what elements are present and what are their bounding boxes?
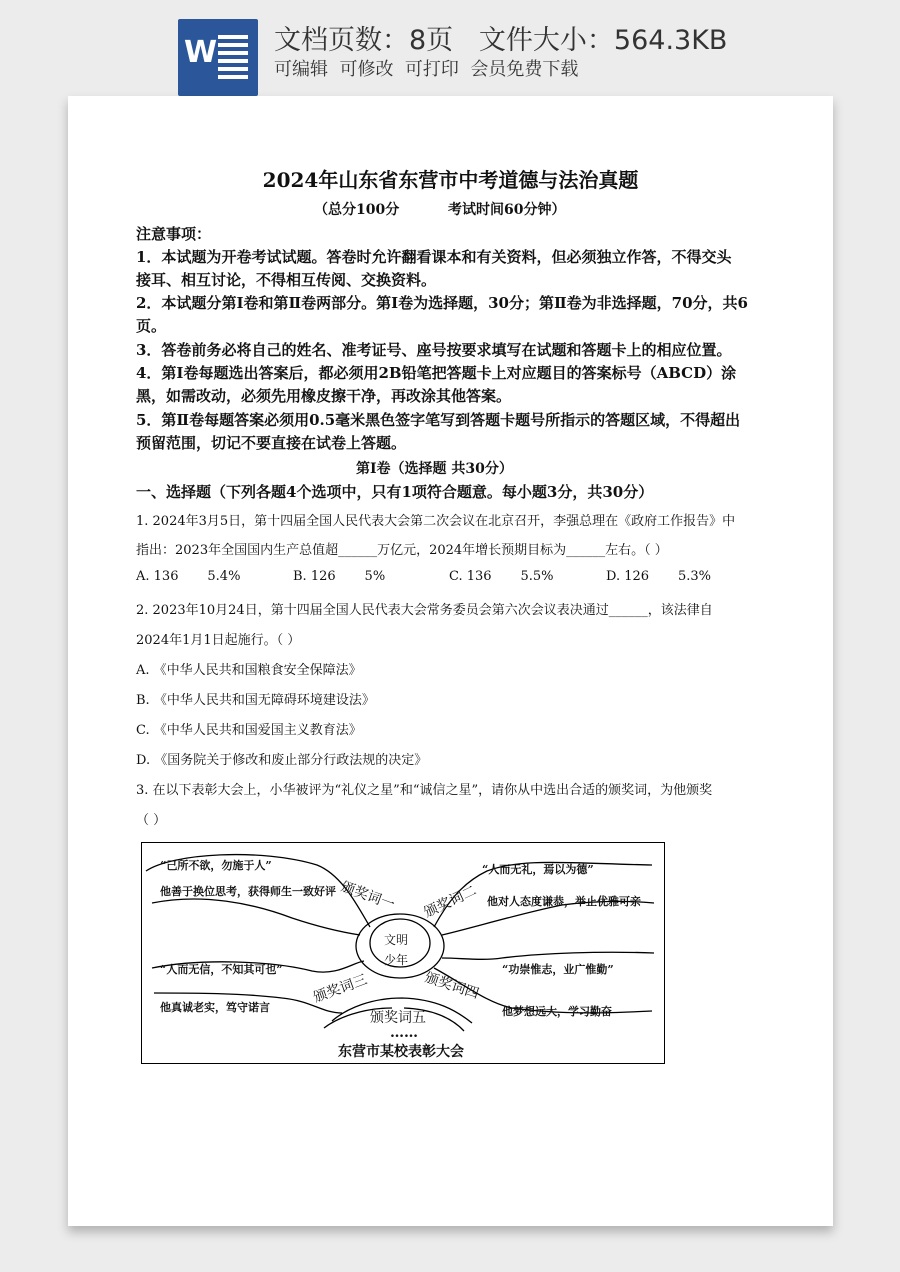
branch-3-text: 他真诚老实，笃守诺言	[160, 1001, 270, 1014]
question-1-line2: 指出：2023年全国国内生产总值超______万亿元，2024年增长预期目标为______左右。（ ）	[136, 543, 668, 558]
branch-3-label: 颁奖词三	[311, 971, 370, 1007]
question-1-line1: 1. 2024年3月5日，第十四届全国人民代表大会第二次会议在北京召开，李强总理在《政府工作报告》中	[136, 514, 736, 529]
notice-5a: 5．第Ⅱ卷每题答案必须用0.5毫米黑色签字笔写到答题卡题号所指示的答题区域，不得超出	[136, 411, 741, 429]
question-1-option-d: D. 126 5.3%	[606, 569, 711, 584]
notice-2b: 页。	[136, 317, 167, 335]
branch-5-label: 颁奖词五	[370, 1010, 426, 1026]
question-2-option-d: D. 《国务院关于修改和废止部分行政法规的决定》	[136, 753, 428, 768]
diagram-caption: 东营市某校表彰大会	[338, 1044, 464, 1060]
document-page	[68, 96, 833, 1226]
section1-heading: 一、选择题（下列各题4个选项中，只有1项符合题意。每小题3分，共30分）	[136, 483, 654, 501]
exam-subtitle: （总分100分 考试时间60分钟）	[314, 202, 566, 218]
notice-heading: 注意事项：	[136, 225, 212, 243]
question-2-line1: 2. 2023年10月24日，第十四届全国人民代表大会常务委员会第六次会议表决通过______，该法律自	[136, 603, 713, 618]
branch-4-text: 他梦想远大，学习勤奋	[502, 1005, 612, 1018]
document-info-banner	[0, 0, 900, 96]
notice-4a: 4．第Ⅰ卷每题选出答案后，都必须用2B铅笔把答题卡上对应题目的答案标号（ABCD）涂	[136, 364, 737, 382]
branch-5-dots: ……	[390, 1025, 418, 1041]
award-mind-map	[141, 842, 665, 1064]
branch-4-quote: “功崇惟志，业广惟勤”	[502, 963, 614, 976]
branch-1-quote: “己所不欲，勿施于人”	[160, 859, 272, 872]
notice-5b: 预留范围，切记不要直接在试卷上答题。	[136, 434, 407, 452]
question-1-option-c: C. 136 5.5%	[449, 569, 554, 584]
word-file-icon: W	[178, 19, 258, 96]
file-stats: 文档页数：8页 文件大小：564.3KB	[274, 25, 728, 56]
file-features: 可编辑 可修改 可打印 会员免费下载	[274, 59, 579, 80]
question-2-line2: 2024年1月1日起施行。（ ）	[136, 633, 301, 648]
branch-2-label: 颁奖词二	[421, 882, 480, 921]
notice-3: 3．答卷前务必将自己的姓名、准考证号、座号按要求填写在试题和答题卡上的相应位置。	[136, 341, 732, 359]
branch-1-label: 颁奖词一	[338, 878, 397, 914]
center-label-2: 少年	[384, 953, 409, 967]
exam-title: 2024年山东省东营市中考道德与法治真题	[262, 168, 639, 192]
question-1-option-a: A. 136 5.4%	[136, 569, 241, 584]
branch-1-text: 他善于换位思考，获得师生一致好评	[160, 885, 336, 898]
part1-heading: 第Ⅰ卷（选择题 共30分）	[356, 461, 513, 477]
notice-1b: 接耳、相互讨论，不得相互传阅、交换资料。	[136, 271, 437, 289]
branch-2-quote: “人而无礼，焉以为德”	[482, 863, 594, 876]
notice-4b: 黑，如需改动，必须先用橡皮擦干净，再改涂其他答案。	[136, 387, 512, 405]
notice-2a: 2．本试题分第Ⅰ卷和第Ⅱ卷两部分。第Ⅰ卷为选择题，30分；第Ⅱ卷为非选择题，70分，共6	[136, 294, 748, 312]
branch-4-label: 颁奖词四	[422, 969, 481, 1003]
question-2-option-b: B. 《中华人民共和国无障碍环境建设法》	[136, 693, 375, 708]
branch-3-quote: “人而无信，不知其可也”	[160, 963, 283, 976]
question-1-option-b: B. 126 5%	[293, 569, 386, 584]
notice-1a: 1．本试题为开卷考试试题。答卷时允许翻看课本和有关资料，但必须独立作答，不得交头	[136, 248, 732, 266]
question-3-line2: （ ）	[136, 813, 167, 828]
question-2-option-c: C. 《中华人民共和国爱国主义教育法》	[136, 723, 362, 738]
center-label-1: 文明	[384, 933, 409, 947]
question-2-option-a: A. 《中华人民共和国粮食安全保障法》	[136, 663, 362, 678]
branch-2-text: 他对人态度谦恭，举止优雅可亲	[487, 895, 641, 908]
question-3-line1: 3. 在以下表彰大会上，小华被评为“礼仪之星”和“诚信之星”，请你从中选出合适的颁奖词，为他颁奖	[136, 783, 713, 798]
